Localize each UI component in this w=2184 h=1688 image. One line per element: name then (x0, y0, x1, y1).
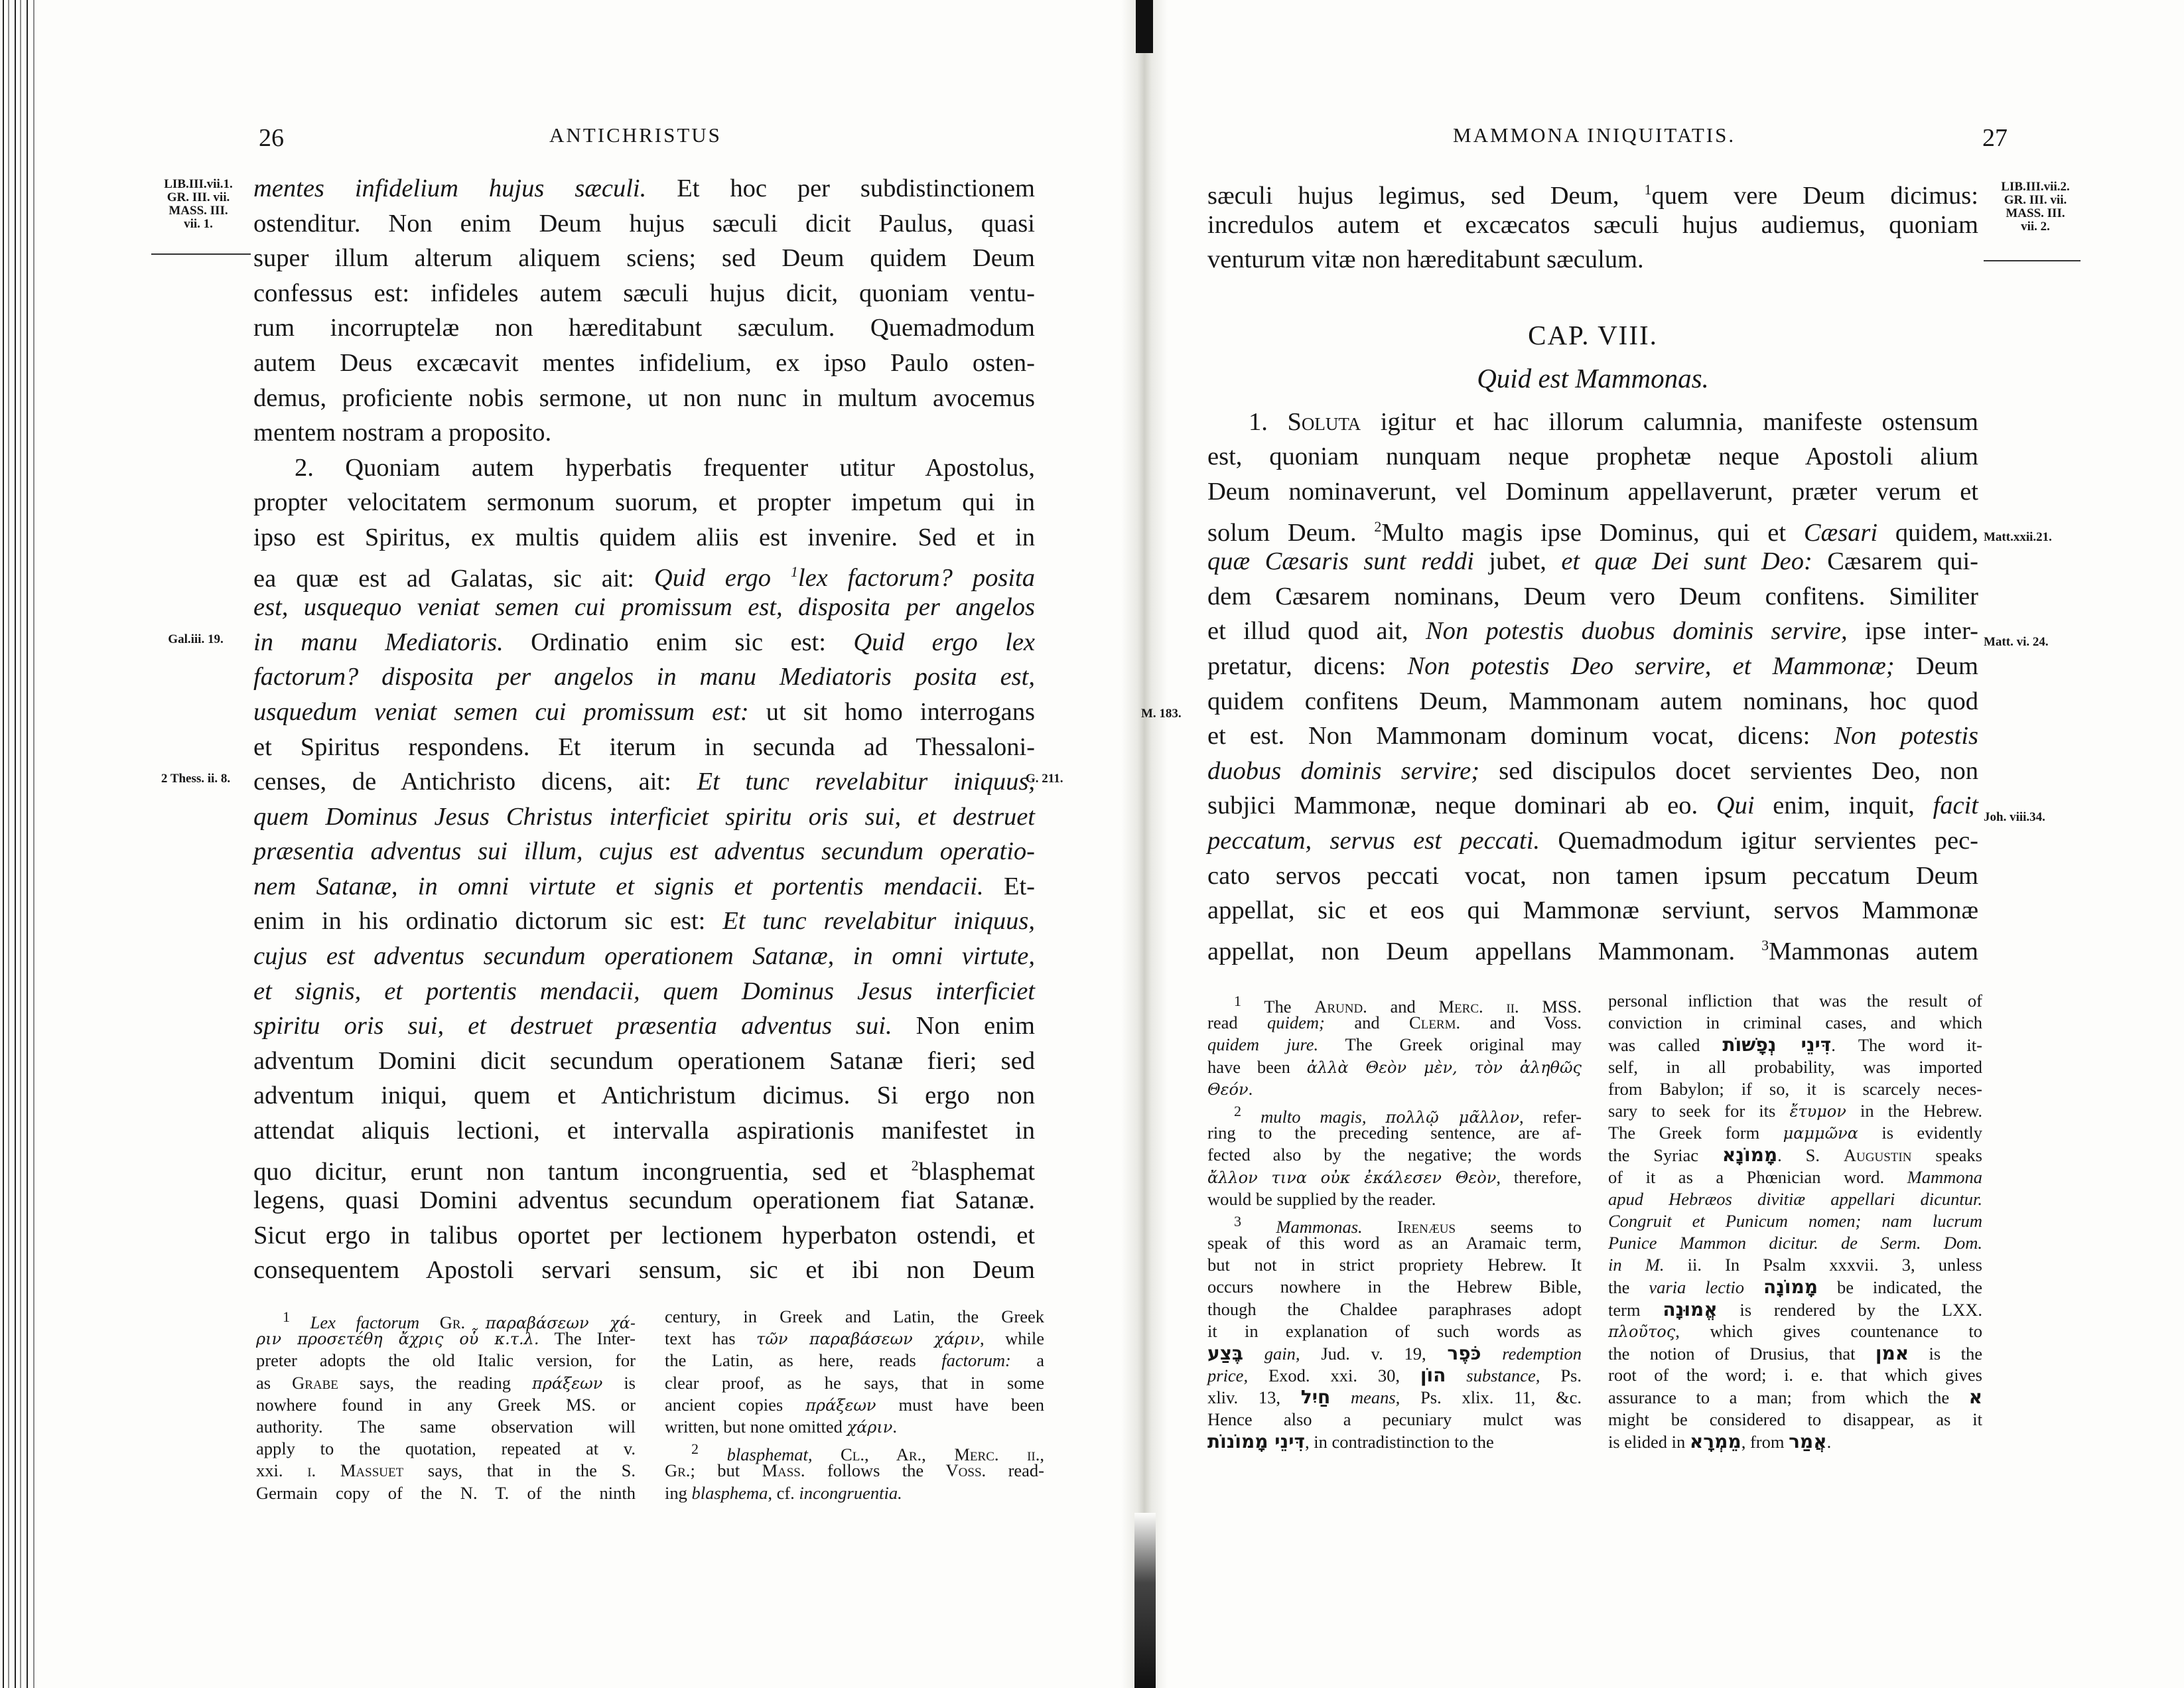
margin-ref-lib: LIB.III.vii.2. GR. III. vii. MASS. III. vii. 2. (2001, 180, 2070, 234)
margin-rule (1984, 260, 2081, 261)
margin-ref-joh: Joh. viii.34. (1984, 810, 2045, 824)
margin-ref-lib: LIB.III.vii.1. GR. III. vii. MASS. III. vii. 1. (164, 177, 233, 231)
page-title: MAMMONA INIQUITATIS. (1453, 123, 1736, 147)
margin-ref-matt22: Matt.xxii.21. (1984, 530, 2052, 544)
spine-shadow-top (1136, 0, 1153, 53)
right-page (1141, 0, 2077, 1688)
page-number: 26 (259, 124, 284, 152)
book-edge (0, 0, 40, 1688)
margin-ref-matt6: Matt. vi. 24. (1984, 635, 2049, 649)
footnote-column-1: $^1$ Lex factorum Gr. παραβάσεων χά- ριν προσετέθη ἄχρις οὗ κ.τ.λ. The Inter- preter adopts the old Italic version, for as Grabe says, the reading πράξεων is nowhere found in any Greek MS. or authority. The same observation will apply to the quotation, repeated at v. xxi. i. Massuet says, that in the S. Germain copy of the N. T. of the ninth (256, 1308, 636, 1503)
main-text: mentes infidelium hujus sæculi. Et hoc per subdistinctionem ostenditur. Non enim Deum hujus sæculi dicit Paulus, quasi super illum alterum aliquem sciens; sed Deum quidem Deum confessus est: infideles autem sæculi hujus dicit, quoniam ventu- rum incorruptelæ non hæreditabunt sæculum. Quemadmodum autem Deus excæcavit mentes infidelium, ex ipso Paulo osten- demus, proficiente nobis sermone, ut non nunc in multum avocemus mentem nostram a proposito. 2. Quoniam autem hyperbatis frequenter utitur Apostolus, propter velocitatem sermonum suorum, et propter impetum qui in ipso est Spiritus, ex multis quidem aliis est invenire. Sed et in ea quæ est ad Galatas, sic ait: Quid ergo $^1$lex factorum? posita est, usquequo veniat semen cui promissum est, disposita per angelos in manu Mediatoris. Ordinatio enim sic est: Quid ergo lex factorum? disposita per angelos in manu Mediatoris posita est, usquedum veniat semen cui promissum est: ut sit homo interrogans et Spiritus respondens. Et iterum in secunda ad Thessaloni- censes, de Antichristo dicens, ait: Et tunc revelabitur iniquus, quem Dominus Jesus Christus interficiet spiritu oris sui, et destruet præsentia adventus sui illum, cujus est adventus secundum operatio- nem Satanæ, in omni virtute et signis et portentis mendacii. Et- enim in his ordinatio dictorum sic est: Et tunc revelabitur iniquus, cujus est adventus secundum operationem Satanæ, in omni virtute, et signis, et portentis mendacii, quem Dominus Jesus interficiet spiritu oris sui, et destruet præsentia adventus sui. Non enim adventum Domini dicit secundum operationem Satanæ fieri; sed adventum iniqui, quem et Antichristum dicimus. Si ergo non attendat aliquis lectioni, et intervalla aspirationis manifestet in quo dicitur, erunt non tantum incongruentia, sed et $^2$blasphemat legens, quasi Domini adventus secundum operationem fiat Satanæ. Sicut ergo in talibus oportet per lectionem hyperbaton ostendi, et consequentem Apostoli servari sensum, sic et ibi non Deum (253, 175, 1036, 1285)
page-title: ANTICHRISTUS (549, 123, 722, 147)
main-text: sæculi hujus legimus, sed Deum, $^1$quem vere Deum dicimus: incredulos autem et excæcatos sæculi hujus audiemus, quoniam venturum vitæ non hæreditabunt sæculum. CAP. VIII. Quid est Mammonas. 1. Soluta igitur et hac illorum calumnia, manifeste ostensum est, quoniam nunquam neque prophetæ neque Apostoli alium Deum nominaverunt, vel Dominum appellaverunt, præter verum et solum Deum. $^2$Multo magis ipse Dominus, qui et Cæsari quidem, quæ Cæsaris sunt reddi jubet, et quæ Dei sunt Deo: Cæsarem qui- dem Cæsarem nominans, Deum vero Deum confitens. Similiter et illud quod ait, Non potestis duobus dominis servire, ipse inter- pretatur, dicens: Non potestis Deo servire, et Mammonæ; Deum quidem confitens Deum, Mammonam autem nominans, hoc quod et est. Non Mammonam dominum vocat, dicens: Non potestis duobus dominis servire; sed discipulos docet servientes Deo, non subjici Mammonæ, neque dominari ab eo. Qui enim, inquit, facit peccatum, servus est peccati. Quemadmodum igitur servientes pec- cato servos peccati vocat, non tamen ipsum peccatum Deum appellat, sic et eos qui Mammonæ serviunt, servos Mammonæ appellat, non Deum appellans Mammonam. $^3$Mammonas autem (1207, 181, 1979, 965)
chapter-heading: CAP. VIII. (1528, 319, 1658, 350)
footnotes (256, 1306, 1044, 1504)
spine-shadow-bottom (1134, 1513, 1156, 1688)
margin-ref-m: M. 183. (1141, 707, 1182, 721)
running-head (146, 123, 1028, 153)
footnote-column-2: personal infliction that was the result of conviction in criminal cases, and which was called דִּינֵי נְפָשׁוֹת. The word it- self, in all probability, was imported from Babylon; if so, it is scarcely neces- sary to seek for its ἔτυμον in the Hebrew. The Greek form μαμμῶνα is evidently the Syriac מָמוֹנָא. S. Augustin speaks of it as a Phœnician word. Mammona apud Hebræos divitiæ appellari dicuntur. Congruit et Punicum nomen; nam lucrum Punice Mammon dicitur. de Serm. Dom. in M. ii. In Psalm xxxvii. 3, unless the varia lectio מָמוֹנָה be indicated, the term אֱמוּנָה is rendered by the LXX. πλοῦτος, which gives countenance to the notion of Drusius, that אמן is the root of the word; i. e. that which gives assurance to a man; from which the א might be considered to disappear, as it is elided in מֵמְרָא, from אֲמַר. (1608, 991, 1983, 1452)
margin-ref-gal: Gal.iii. 19. (168, 632, 224, 646)
footnote-column-2: century, in Greek and Latin, the Greek text has τῶν παραβάσεων χάριν, while the Latin, as here, reads factorum: a clear proof, as he says, that in some ancient copies πράξεων must have been written, but none omitted χάριν. $^2$ blasphemat, Cl., Ar., Merc. ii., Gr.; but Mass. follows the Voss. read- ing blasphema, cf. incongruentia. (665, 1306, 1045, 1503)
running-head (1207, 123, 2077, 153)
left-page (146, 0, 1063, 1688)
footnotes (1207, 990, 1982, 1452)
footnote-column-1: $^1$ The Arund. and Merc. ii. MSS. read quidem; and Clerm. and Voss. quidem jure. The Greek original may have been ἀλλὰ Θεὸν μὲν, τὸν ἀληθῶς Θεόν. $^2$ multo magis, πολλῷ μᾶλλον, refer- ring to the preceding sentence, are af- fected also by the negative; the words ἄλλον τινα οὐκ ἐκάλεσεν Θεὸν, therefore, would be supplied by the reader. $^3$ Mammonas. Irenæus seems to speak of this word as an Aramaic term, but not in strict propriety Hebrew. It occurs nowhere in the Hebrew Bible, though the Chaldee paraphrases adopt it in explanation of such words as בֶּצַע gain, Jud. v. 19, כֹּפֶר redemption price, Exod. xxi. 30, הוֹן substance, Ps. xliv. 13, חַיִל means, Ps. xlix. 11, &c. Hence also a pecuniary mulct was דִּינֵי מָמוֹנוֹת, in contradistinction to the (1207, 993, 1582, 1452)
chapter-title: Quid est Mammonas. (1477, 362, 1709, 393)
margin-rule (151, 253, 251, 255)
margin-ref-g: G. 211. (1026, 772, 1063, 786)
book-gutter (1121, 0, 1168, 1688)
page-number: 27 (1982, 124, 2008, 152)
margin-ref-thess: 2 Thess. ii. 8. (161, 772, 231, 786)
